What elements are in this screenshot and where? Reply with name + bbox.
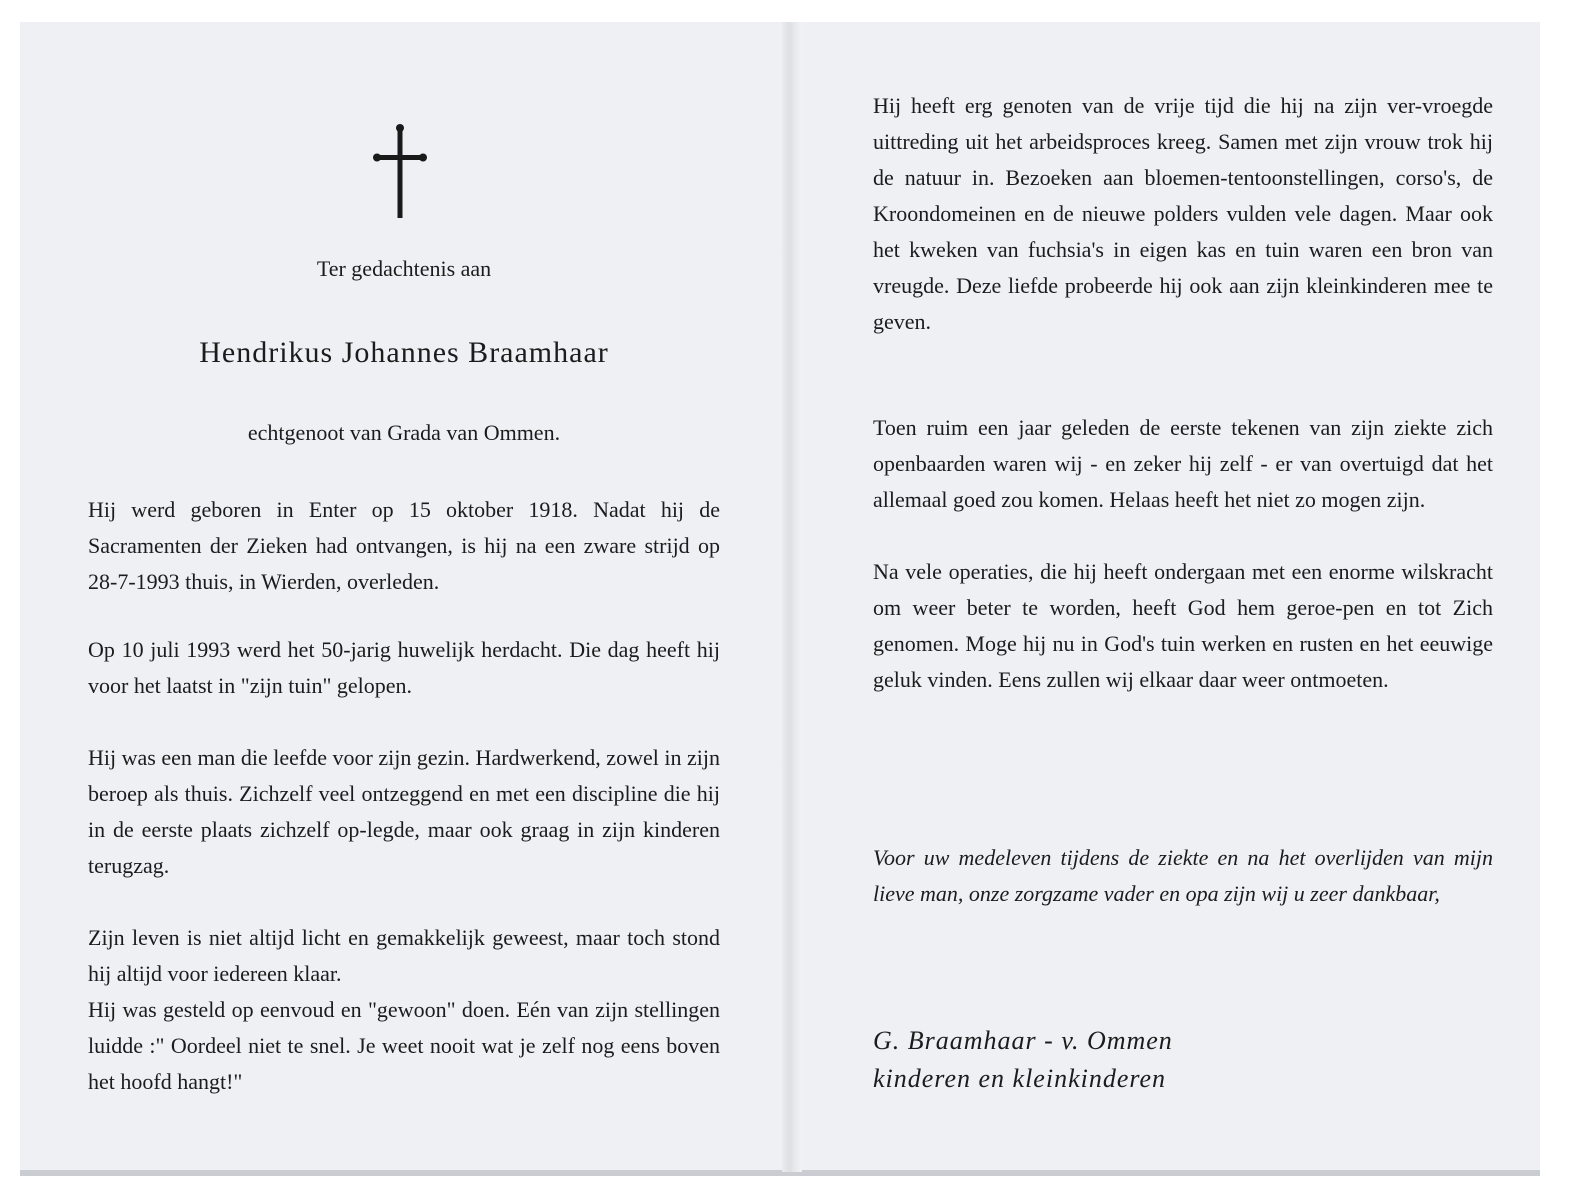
- signature-line-2: kinderen en kleinkinderen: [873, 1064, 1167, 1093]
- deceased-name: Hendrikus Johannes Braamhaar: [199, 336, 609, 369]
- thanks-paragraph: Voor uw medeleven tijdens de ziekte en na het overlijden van mijn lieve man, onze zorgzame vader en opa zijn wij u zeer dankbaar,: [873, 845, 1493, 906]
- cross-icon: [370, 110, 430, 220]
- anniversary-paragraph: Op 10 juli 1993 werd het 50-jarig huwelijk herdacht. Die dag heeft hij voor het laatst in "zijn tuin" gelopen.: [88, 637, 720, 698]
- life-paragraph: Zijn leven is niet altijd licht en gemakkelijk geweest, maar toch stond hij altijd voor iedereen klaar.: [88, 925, 720, 986]
- retirement-paragraph: Hij heeft erg genoten van de vrije tijd die hij na zijn ver-vroegde uittreding uit het arbeidsproces kreeg. Samen met zijn vrouw trok hij de natuur in. Bezoeken aan bloemen-tentoonstellingen, corso's, de Kroondomeinen en de nieuwe polders vulden vele dagen. Maar ook het kweken van fuchsia's in eigen kas en tuin waren een bron van vreugde. Deze liefde probeerde hij ook aan zijn kleinkinderen mee te geven.: [873, 93, 1493, 334]
- birth-paragraph: Hij werd geboren in Enter op 15 oktober 1918. Nadat hij de Sacramenten der Zieken had ontvangen, is hij na een zware strijd op 28-7-1993 thuis, in Wierden, overleden.: [88, 497, 720, 594]
- signature-line-1: G. Braamhaar - v. Ommen: [873, 1026, 1173, 1055]
- intro-text: Ter gedachtenis aan: [316, 256, 492, 281]
- motto-paragraph: Hij was gesteld op eenvoud en "gewoon" doen. Eén van zijn stellingen luidde :" Oordeel niet te snel. Je weet nooit wat je zelf nog eens boven het hoofd hangt!": [88, 997, 720, 1094]
- illness-paragraph: Toen ruim een jaar geleden de eerste tekenen van zijn ziekte zich openbaarden waren wij - en zeker hij zelf - er van overtuigd dat het allemaal goed zou komen. Helaas heeft het niet zo mogen zijn.: [873, 415, 1493, 512]
- farewell-paragraph: Na vele operaties, die hij heeft ondergaan met een enorme wilskracht om weer beter te worden, heeft God hem geroe-pen en tot Zich genomen. Moge hij nu in God's tuin werken en rusten en het eeuwige geluk vinden. Eens zullen wij elkaar daar weer ontmoeten.: [873, 559, 1493, 692]
- character-paragraph: Hij was een man die leefde voor zijn gezin. Hardwerkend, zowel in zijn beroep als thuis. Zichzelf veel ontzeggend en met een discipline die hij in de eerste plaats zichzelf op-legde, maar ook graag in zijn kinderen terugzag.: [88, 745, 720, 878]
- card-fold: [782, 22, 802, 1172]
- spouse-line: echtgenoot van Grada van Ommen.: [247, 420, 561, 445]
